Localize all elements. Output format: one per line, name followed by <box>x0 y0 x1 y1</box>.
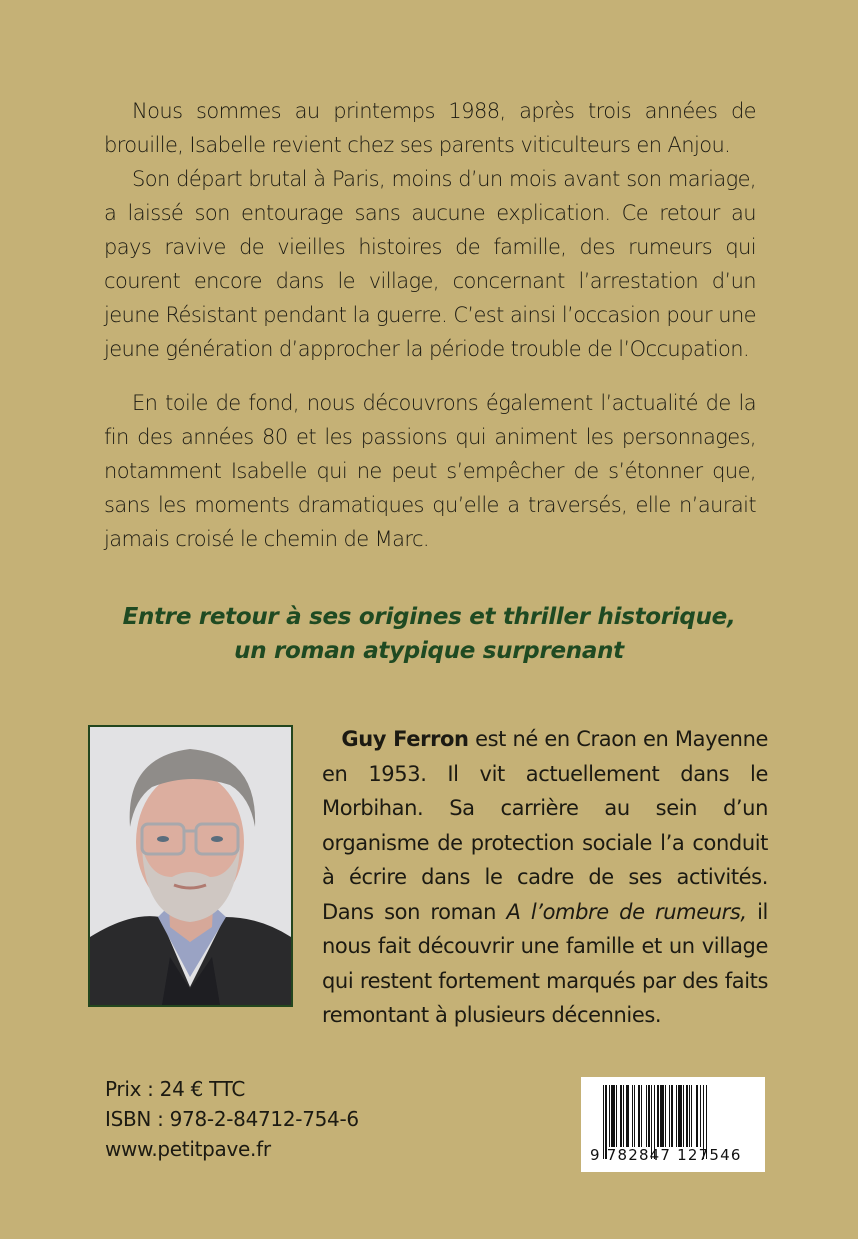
publication-info <box>105 1074 359 1164</box>
author-photo <box>88 725 293 1007</box>
tagline <box>60 600 798 668</box>
synopsis-paragraph-1 <box>104 94 756 366</box>
book-title: A l’ombre de rumeurs, <box>506 899 747 924</box>
synopsis-text-1b: Son départ brutal à Paris, moins d’un mois avant son mariage, a laissé son entourage sans aucune explication. Ce retour au pays ravive de vieilles histoires de famille, des rumeurs qui courent encore dans le village, concernant l’arrestation d’un jeune Résistant pendant la guerre. C’est ainsi l’occasion pour une jeune génération d’approcher la période trouble de l’Occupation. <box>104 167 756 361</box>
author-name: Guy Ferron <box>341 727 469 751</box>
barcode <box>581 1077 765 1172</box>
barcode-bars-icon <box>603 1085 747 1151</box>
portrait-image-icon <box>90 727 291 1005</box>
website-link[interactable]: www.petitpave.fr <box>105 1137 271 1161</box>
synopsis-text-2: En toile de fond, nous découvrons également l’actualité de la fin des années 80 et les passions qui animent les personnages, notamment Isabelle qui ne peut s’empêcher de s’étonner que, sans les moments dramatiques qu’elle a traversés, elle n’aurait jamais croisé le chemin de Marc. <box>104 391 756 551</box>
synopsis-text-1a: Nous sommes au printemps 1988, après trois années de brouille, Isabelle revient chez ses parents viticulteurs en Anjou. <box>104 99 756 157</box>
price: Prix : 24 € TTC <box>105 1077 246 1101</box>
tagline-line-1: Entre retour à ses origines et thriller historique, <box>122 604 736 630</box>
synopsis-paragraph-2 <box>104 386 756 556</box>
author-bio-text-2: il nous fait découvrir une famille et un village qui restent fortement marqués par des faits remontant à plusieurs décennies. <box>322 899 768 1027</box>
isbn: ISBN : 978-2-84712-754-6 <box>105 1107 359 1131</box>
author-bio <box>322 722 768 1033</box>
author-bio-text-1: est né en Craon en Mayenne en 1953. Il vit actuellement dans le Morbihan. Sa carrière au sein d’un organisme de protection sociale l’a conduit à écrire dans le cadre de ses activités. Dans son roman <box>322 727 769 924</box>
tagline-line-2: un roman atypique surprenant <box>234 638 624 664</box>
barcode-digits: 9 782847 127546 <box>590 1146 742 1164</box>
